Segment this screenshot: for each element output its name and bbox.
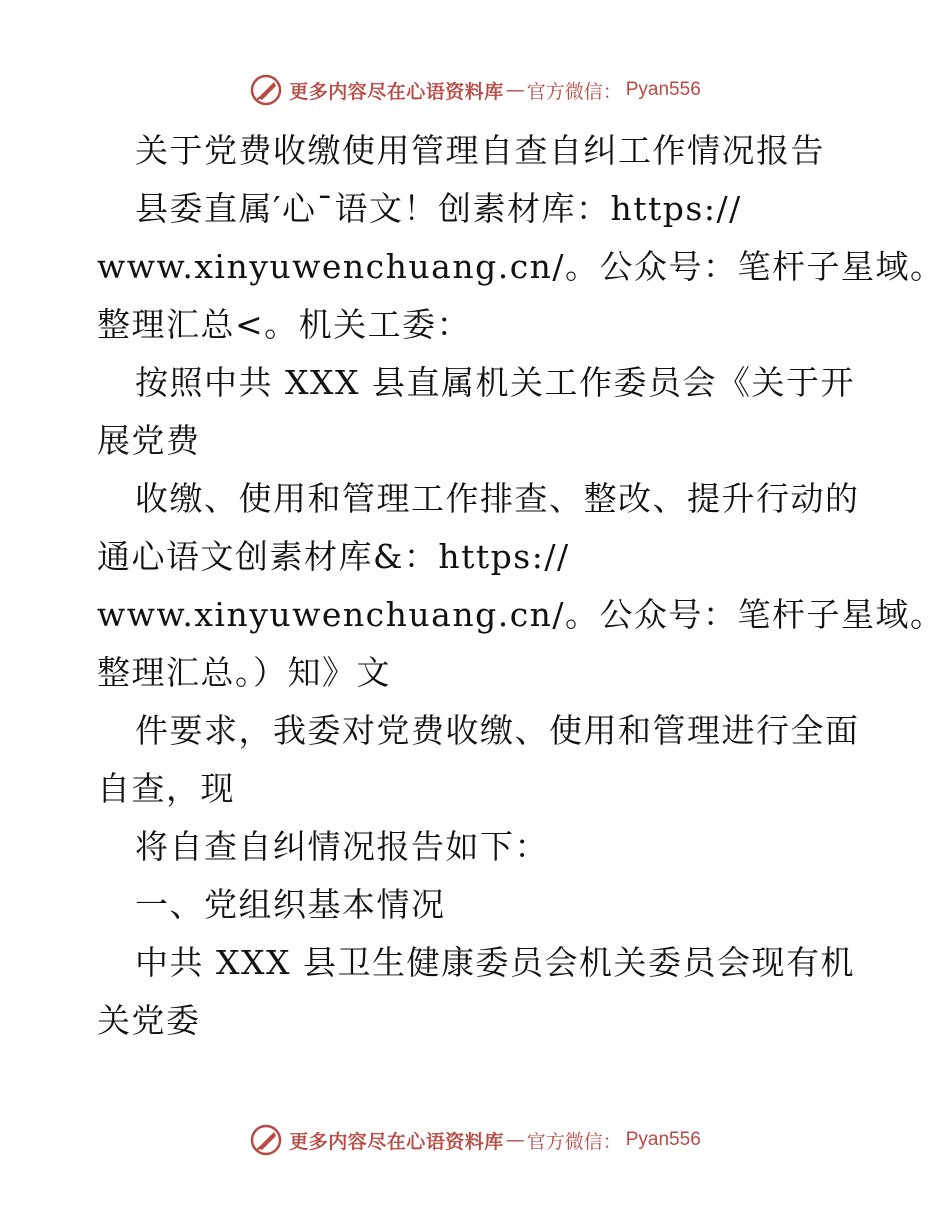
paragraph-line: 展党费	[97, 421, 201, 460]
paragraph-line: 自查，现	[97, 769, 235, 808]
banner-separator: —	[505, 1129, 525, 1151]
banner-text: 更多内容尽在心语资料库	[289, 80, 504, 103]
quill-logo-icon	[249, 73, 283, 107]
paragraph-line: 整理汇总。）知》文	[97, 653, 391, 692]
paragraph-line: 关党委	[97, 1001, 201, 1040]
paragraph-line: 收缴、使用和管理工作排查、整改、提升行动的	[135, 479, 860, 518]
banner-wechat-label: 官方微信：	[526, 80, 622, 103]
paragraph-line: 中共 XXX 县卫生健康委员会机关委员会现有机	[135, 943, 855, 982]
paragraph-line: 通心语文创素材库&：https://	[97, 537, 570, 576]
document-body	[97, 122, 945, 1050]
paragraph-line: 县委直属′心¯语文！创素材库：https://	[135, 189, 742, 228]
footer-banner	[0, 1120, 950, 1160]
banner-text: 更多内容尽在心语资料库	[289, 1130, 504, 1153]
quill-logo-icon	[249, 1123, 283, 1157]
paragraph-line: 整理汇总<。机关工委：	[97, 305, 472, 344]
banner-separator: —	[505, 79, 525, 101]
paragraph-line: www.xinyuwenchuang.cn/。公众号：笔杆子星域。	[97, 595, 945, 634]
banner-wechat-id: Pyan556	[625, 79, 701, 100]
paragraph-line: 件要求，我委对党费收缴、使用和管理进行全面	[135, 711, 860, 750]
paragraph-line: 将自查自纠情况报告如下：	[135, 827, 549, 866]
header-banner	[0, 70, 950, 110]
paragraph-line: www.xinyuwenchuang.cn/。公众号：笔杆子星域。	[97, 247, 945, 286]
document-title: 关于党费收缴使用管理自查自纠工作情况报告	[135, 131, 825, 170]
paragraph-line: 按照中共 XXX 县直属机关工作委员会《关于开	[135, 363, 855, 402]
banner-wechat-label: 官方微信：	[526, 1130, 622, 1153]
section-heading: 一、党组织基本情况	[135, 885, 446, 924]
banner-wechat-id: Pyan556	[625, 1129, 701, 1150]
